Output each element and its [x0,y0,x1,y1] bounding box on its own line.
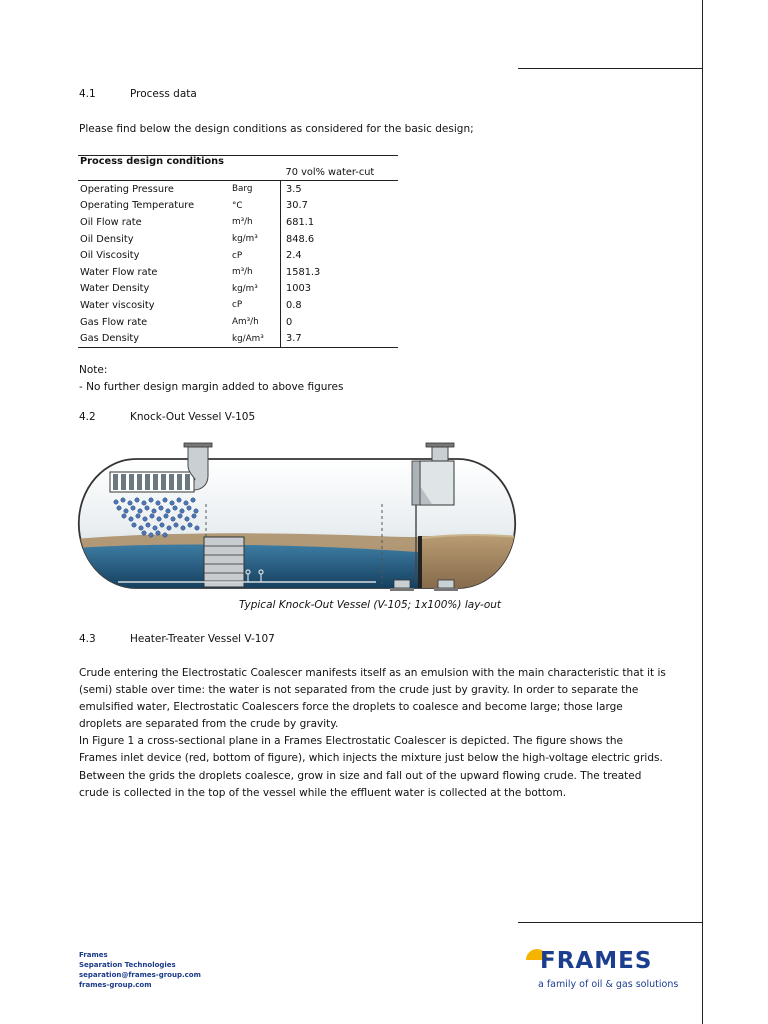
footer-email[interactable]: separation@frames-group.com [79,971,201,979]
table-row [78,330,398,347]
knockout-vessel-diagram [76,436,518,596]
section-number-4-3: 4.3 [79,633,96,645]
table-header-value: 70 vol% water-cut [281,156,399,181]
logo-tagline: a family of oil & gas solutions [538,979,679,990]
oil-outlet-nozzle [434,580,458,591]
mist-eliminator [412,461,454,505]
table-cell-unit: Am³/h [230,314,281,331]
table-cell-value: 2.4 [286,250,302,262]
table-cell-parameter: Gas Flow rate [80,316,148,328]
frames-logo: FRAMES [540,948,653,974]
table-cell-value: 0 [286,316,293,328]
table-row [78,297,398,314]
table-cell-parameter: Operating Pressure [80,183,174,195]
water-outlet-nozzle [390,580,414,591]
table-cell-parameter: Operating Temperature [80,200,195,212]
body-line: crude is collected in the top of the vessel while the effluent water is collected at the bottom. [79,786,567,799]
coalescer-pack [204,537,244,587]
table-cell-value: 1581.3 [286,266,321,278]
table-row [78,231,398,248]
table-cell-unit: kg/m³ [230,231,281,248]
section-number-4-2: 4.2 [79,411,96,423]
table-row [78,281,398,298]
table-row [78,198,398,215]
section-title-knockout-vessel: Knock-Out Vessel V-105 [130,411,256,423]
footer-rule [518,922,703,923]
table-cell-parameter: Gas Density [78,330,230,347]
body-line: In Figure 1 a cross-sectional plane in a Frames Electrostatic Coalescer is depicted. The figure shows the [79,735,623,748]
table-row [78,314,398,331]
section-title-process-data: Process data [130,88,197,100]
table-cell-parameter: Water Density [80,283,150,295]
table-cell-unit: kg/Am³ [230,330,281,347]
footer-division: Separation Technologies [79,961,176,969]
table-cell-value: 3.5 [286,183,302,195]
footer-company: Frames [79,951,108,959]
right-margin-rule [702,0,703,1024]
table-cell-unit: m³/h [230,264,281,281]
process-design-table [78,155,398,348]
table-cell-value: 30.7 [286,200,308,212]
table-row [78,264,398,281]
body-line: Frames inlet device (red, bottom of figure), which injects the mixture just below the high-voltage electric grids. [79,752,663,765]
table-cell-parameter: Oil Viscosity [80,250,140,262]
body-line: droplets are separated from the crude by gravity. [79,718,339,731]
table-cell-value: 3.7 [281,330,399,347]
table-cell-value: 848.6 [286,233,315,245]
table-cell-value: 1003 [286,283,311,295]
table-cell-parameter: Water viscosity [80,299,155,311]
table-cell-unit: m³/h [230,214,281,231]
weir-plate [418,536,422,588]
inlet-vane-pack [110,472,194,492]
section-number-4-1: 4.1 [79,88,96,100]
table-row [78,247,398,264]
table-header-row [78,156,398,181]
note-line: - No further design margin added to above figures [79,381,344,393]
table-cell-parameter: Oil Density [80,233,134,245]
footer-website[interactable]: frames-group.com [79,981,152,989]
section-title-heater-treater: Heater-Treater Vessel V-107 [130,633,275,645]
table-cell-parameter: Water Flow rate [80,266,158,278]
table-cell-unit: cP [230,247,281,264]
note-heading: Note: [79,364,108,376]
body-line: emulsified water, Electrostatic Coalescers force the droplets to coalesce and become large; those large [79,701,623,714]
table-header-label: Process design conditions [78,156,281,181]
table-cell-unit: °C [230,198,281,215]
table-cell-parameter: Oil Flow rate [80,216,142,228]
body-line: Between the grids the droplets coalesce, grow in size and fall out of the upward flowing crude. The treated [79,769,642,782]
figure-caption: Typical Knock-Out Vessel (V-105; 1x100%) lay-out [239,599,502,611]
table-row [78,214,398,231]
header-rule [518,68,703,69]
table-cell-unit: Barg [230,181,281,198]
table-row [78,181,398,198]
body-line: (semi) stable over time: the water is not separated from the crude just by gravity. In order to separate the [79,684,639,697]
footer-contact [79,950,201,990]
table-cell-value: 681.1 [286,216,315,228]
table-cell-unit: kg/m³ [230,281,281,298]
body-paragraph [79,665,679,802]
body-line: Crude entering the Electrostatic Coalescer manifests itself as an emulsion with the main characteristic that it is [79,667,666,679]
table-cell-value: 0.8 [286,299,302,311]
intro-text: Please find below the design conditions as considered for the basic design; [79,123,474,135]
table-cell-unit: cP [230,297,281,314]
